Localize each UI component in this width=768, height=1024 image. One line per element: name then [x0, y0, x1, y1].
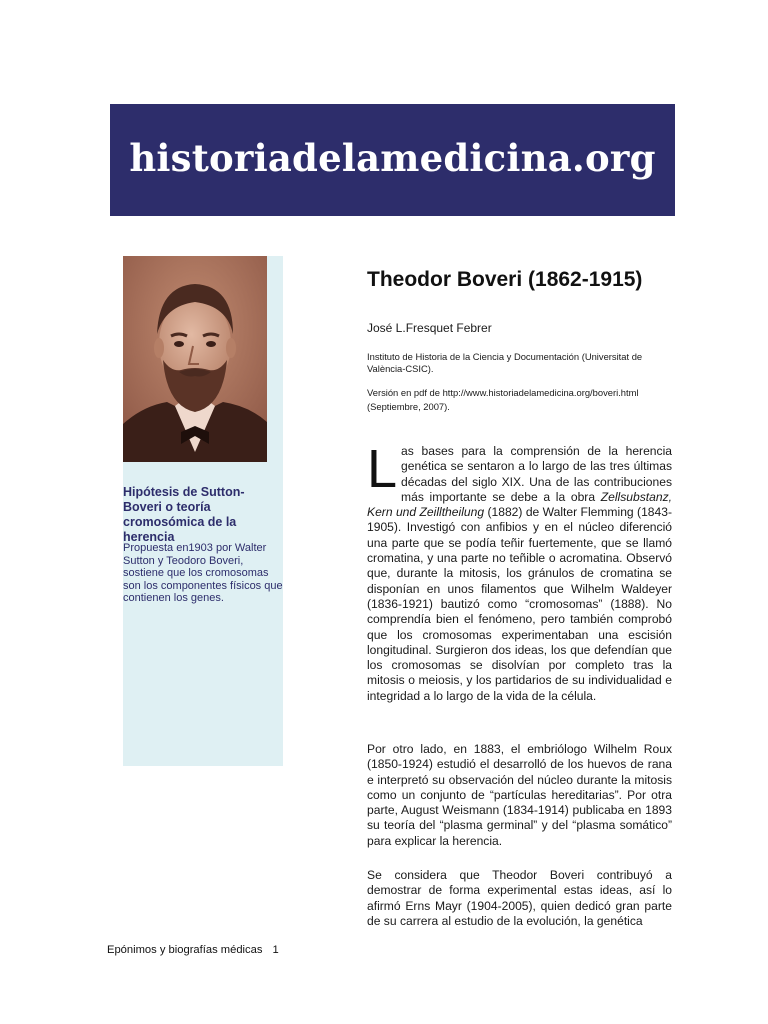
- institution: Instituto de Historia de la Ciencia y Documentación (Universitat de València-CSIC).: [367, 351, 643, 374]
- paragraph-3: Se considera que Theodor Boveri contribuyó a demostrar de forma experimental estas ideas, así lo afirmó Erns Mayr (1904-2005), quien dedicó gran parte de su carrera al estudio de la evolución, la genética: [367, 868, 672, 928]
- site-banner: [110, 104, 675, 216]
- paragraph-1: [367, 439, 673, 704]
- sidebar-heading: Hipótesis de Sutton-Boveri o teoría cromosómica de la herencia: [123, 485, 245, 544]
- paragraph-2: Por otro lado, en 1883, el embriólogo Wilhelm Roux (1850-1924) estudió el desarrolló de los huevos de rana e interpretó su observación del núcleo durante la mitosis como un conjunto de “partículas hereditarias”. Por otra parte, August Weismann (1834-1914) publicaba en 1893 su teoría del “plasma germinal” y del “plasma somático” para explicar la herencia.: [367, 742, 672, 848]
- book-title: Zellsubstanz, Kern und Zeilltheilung: [367, 489, 672, 520]
- portrait-photo: [123, 256, 267, 462]
- sidebar-text: Propuesta en1903 por Walter Sutton y Teodoro Boveri, sostiene que los cromosomas son los componentes físicos que contienen los genes.: [123, 542, 283, 605]
- site-title: historiadelamedicina.org: [129, 136, 656, 180]
- article-title: Theodor Boveri (1862-1915): [367, 268, 643, 291]
- portrait-illustration: [123, 256, 267, 462]
- paragraph-1-start: as bases para la comprensión de la herencia genética se sentaron a lo largo de las tres últimas décadas del siglo XIX. Una de las contribuciones más importante se debe a la obra: [401, 444, 672, 504]
- page-number: 1: [272, 944, 279, 956]
- author-name: José L.Fresquet Febrer: [367, 321, 492, 335]
- footer: [107, 944, 279, 956]
- version-note: Versión en pdf de http://www.historiadelamedicina.org/boveri.html (Septiembre, 2007).: [367, 387, 639, 412]
- footer-label: Epónimos y biografías médicas: [107, 944, 263, 956]
- paragraph-1-end: (1882) de Walter Flemming (1843-1905). Investigó con anfibios y en el núcleo diferenció una parte que se podía teñir fuertemente, que se llamó cromatina, y una parte no teñible o acromatina. Observó que, durante la mitosis, los gránulos de cromatina se disponían en unos filamentos que Wilhelm Waldeyer (1836-1921) bautizó como “cromosomas” (1888). No comprendía bien el fenómeno, pero también comprobó que los cromosomas experimentaban una escisión longitudinal. Surgieron dos ideas, los que defendían que los cromosomas se disolvían por completo tras la mitosis o meiosis, y los partidarios de su individualidad e integridad a lo largo de la vida de la célula.: [367, 505, 673, 703]
- drop-cap: L: [367, 439, 398, 499]
